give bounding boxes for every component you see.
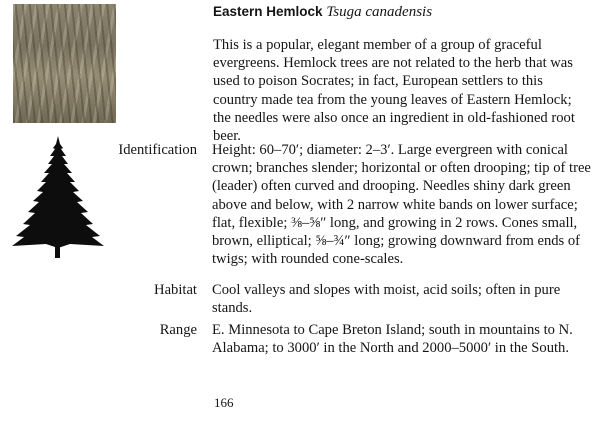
species-title (213, 4, 432, 21)
latin-name: Tsuga canadensis (326, 4, 433, 20)
habitat-label: Habitat (154, 282, 197, 298)
page-number: 166 (214, 395, 234, 410)
identification-text: Height: 60–70′; diameter: 2–3′. Large evergreen with conical crown; branches slender; horizontal or often drooping; tip of tree (leader) often curved and drooping. Needles shiny dark green above and below, with 2 narrow white bands on lower surface; flat, flexible; ⅜–⅝″ long, and growing in 2 rows. Cones small, brown, elliptical; ⅝–¾″ long; growing downward from ends of twigs; with rounded cone-scales. (212, 142, 591, 268)
range-text: E. Minnesota to Cape Breton Island; south in mountains to N. Alabama; to 3000′ in the North and 2000–5000′ in the South. (212, 322, 573, 357)
bark-photo (13, 4, 116, 123)
identification-label: Identification (118, 142, 197, 158)
common-name: Eastern Hemlock (213, 4, 323, 19)
habitat-text: Cool valleys and slopes with moist, acid soils; often in pure stands. (212, 282, 561, 317)
range-label: Range (159, 322, 197, 338)
intro-paragraph: This is a popular, elegant member of a group of graceful evergreens. Hemlock trees are not related to the herb that was used to poison Socrates; in fact, European settlers to this country made tea from the young leaves of Eastern Hemlock; the needles were also once an ingredient in old-fashioned root beer. (213, 37, 575, 145)
